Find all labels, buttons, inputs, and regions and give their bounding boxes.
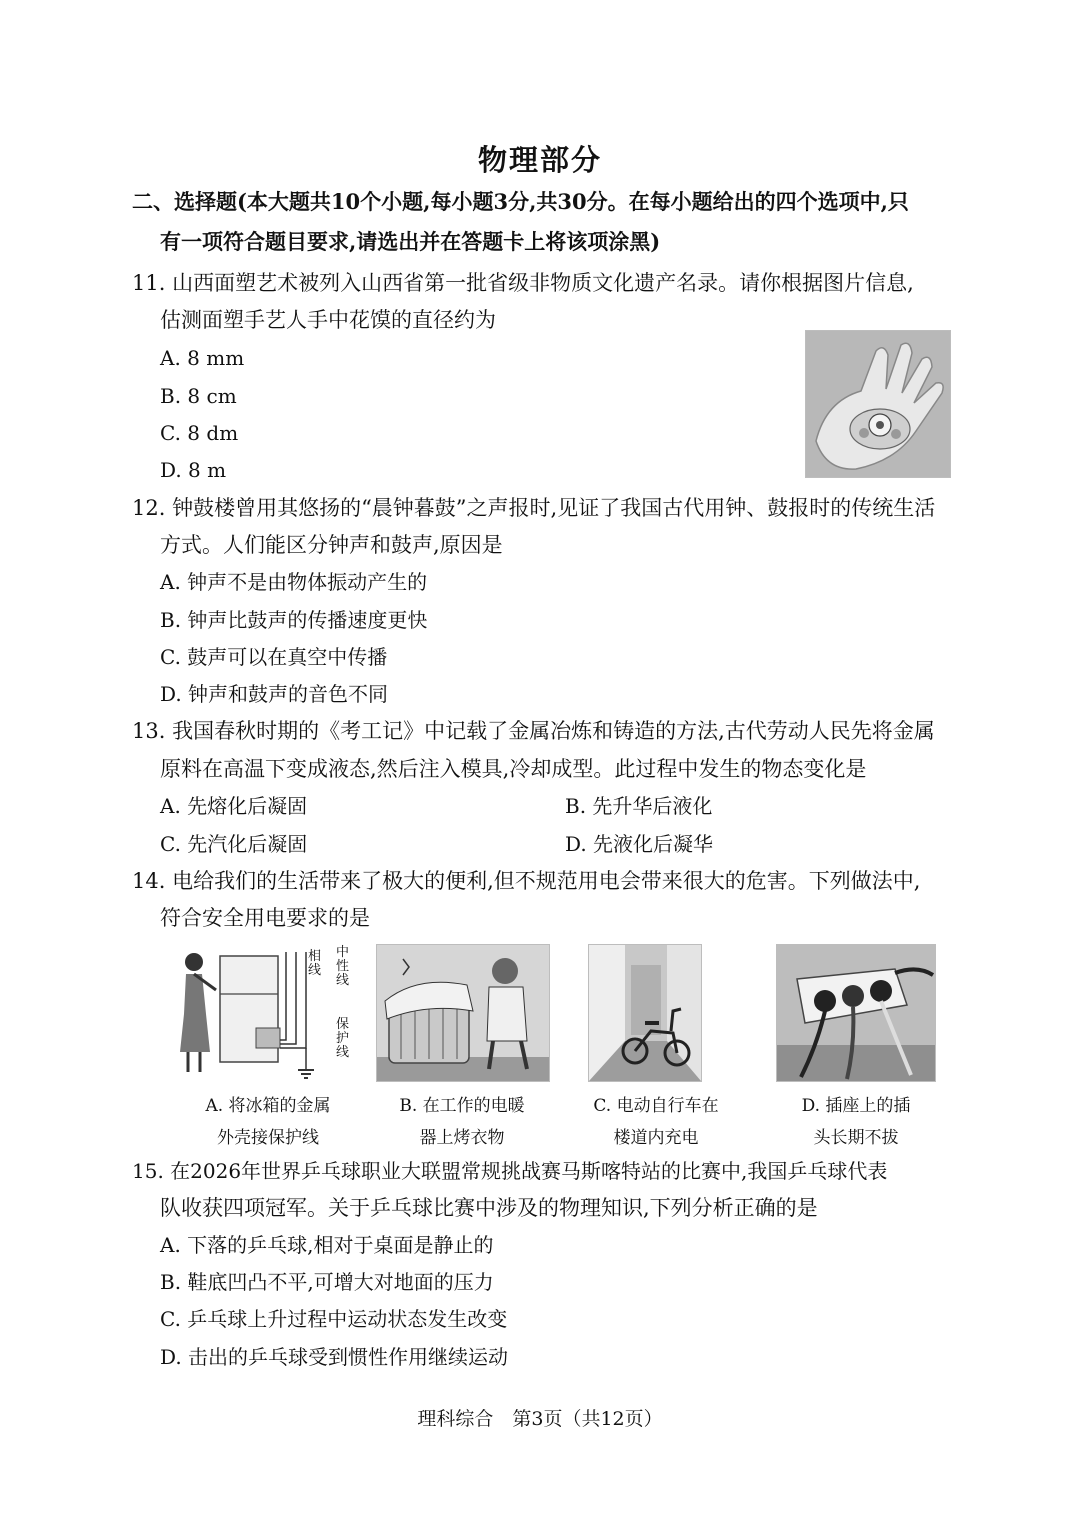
q14-caption-a-line1: A. 将冰箱的金属 xyxy=(205,1096,331,1116)
q12-option-d: D. 钟声和鼓声的音色不同 xyxy=(160,682,389,706)
fig-a-neutral-wire-label: 中性线 xyxy=(336,945,350,988)
q14-figure-b-heater-icon xyxy=(376,944,550,1082)
section-instruction-line1: 二、选择题(本大题共10个小题,每小题3分,共30分。在每小题给出的四个选项中,只 xyxy=(132,189,909,214)
q14-caption-a-line2: 外壳接保护线 xyxy=(217,1128,319,1148)
q15-option-d: D. 击出的乒乓球受到惯性作用继续运动 xyxy=(160,1345,509,1369)
q12-option-a: A. 钟声不是由物体振动产生的 xyxy=(160,570,428,594)
q12-stem-line1: 12. 钟鼓楼曾用其悠扬的“晨钟暮鼓”之声报时,见证了我国古代用钟、鼓报时的传统生活 xyxy=(132,496,936,520)
q15-stem-line1: 15. 在2026年世界乒乓球职业大联盟常规挑战赛马斯喀特站的比赛中,我国乒乓球代表 xyxy=(132,1159,888,1183)
q11-stem-line2: 估测面塑手艺人手中花馍的直径约为 xyxy=(160,308,496,332)
q13-option-d: D. 先液化后凝华 xyxy=(565,832,714,856)
q11-option-d: D. 8 m xyxy=(160,458,227,482)
q14-stem-line2: 符合安全用电要求的是 xyxy=(160,906,370,930)
q12-stem-line2: 方式。人们能区分钟声和鼓声,原因是 xyxy=(160,533,503,557)
section-instruction-line2: 有一项符合题目要求,请选出并在答题卡上将该项涂黑) xyxy=(160,229,661,254)
q11-option-c: C. 8 dm xyxy=(160,421,239,445)
q14-caption-c-line1: C. 电动自行车在 xyxy=(593,1096,719,1116)
q11-option-a: A. 8 mm xyxy=(160,346,245,370)
q14-figure-c-ebike-icon xyxy=(588,944,702,1082)
q12-option-c: C. 鼓声可以在真空中传播 xyxy=(160,645,388,669)
q14-caption-d-line1: D. 插座上的插 xyxy=(801,1096,911,1116)
q14-stem-line1: 14. 电给我们的生活带来了极大的便利,但不规范用电会带来很大的危害。下列做法中, xyxy=(132,869,921,893)
q14-caption-b-line1: B. 在工作的电暖 xyxy=(399,1096,525,1116)
q15-option-a: A. 下落的乒乓球,相对于桌面是静止的 xyxy=(160,1233,494,1257)
q13-option-a: A. 先熔化后凝固 xyxy=(160,794,308,818)
q14-caption-b-line2: 器上烤衣物 xyxy=(419,1128,505,1148)
section-title: 物理部分 xyxy=(477,143,602,177)
q13-option-c: C. 先汽化后凝固 xyxy=(160,832,308,856)
q13-stem-line1: 13. 我国春秋时期的《考工记》中记载了金属冶炼和铸造的方法,古代劳动人民先将金属 xyxy=(132,719,935,743)
q11-option-b: B. 8 cm xyxy=(160,384,237,408)
q12-option-b: B. 钟声比鼓声的传播速度更快 xyxy=(160,608,428,632)
q14-figure-d-power-strip-icon xyxy=(776,944,936,1082)
q11-figure-hand-icon xyxy=(805,330,951,478)
page-footer: 理科综合 第3页（共12页） xyxy=(417,1408,663,1430)
q15-option-c: C. 乒乓球上升过程中运动状态发生改变 xyxy=(160,1307,508,1331)
q14-figure-a-fridge-icon xyxy=(176,944,360,1082)
fig-a-ground-wire-label: 保护线 xyxy=(336,1017,350,1060)
q15-stem-line2: 队收获四项冠军。关于乒乓球比赛中涉及的物理知识,下列分析正确的是 xyxy=(160,1196,818,1220)
q13-stem-line2: 原料在高温下变成液态,然后注入模具,冷却成型。此过程中发生的物态变化是 xyxy=(160,757,867,781)
q15-option-b: B. 鞋底凹凸不平,可增大对地面的压力 xyxy=(160,1270,494,1294)
fig-a-live-wire-label: 相线 xyxy=(308,949,322,978)
q13-option-b: B. 先升华后液化 xyxy=(565,794,713,818)
q11-stem-line1: 11. 山西面塑艺术被列入山西省第一批省级非物质文化遗产名录。请你根据图片信息, xyxy=(132,271,914,295)
q14-caption-d-line2: 头长期不拔 xyxy=(813,1128,899,1148)
q14-caption-c-line2: 楼道内充电 xyxy=(613,1128,699,1148)
